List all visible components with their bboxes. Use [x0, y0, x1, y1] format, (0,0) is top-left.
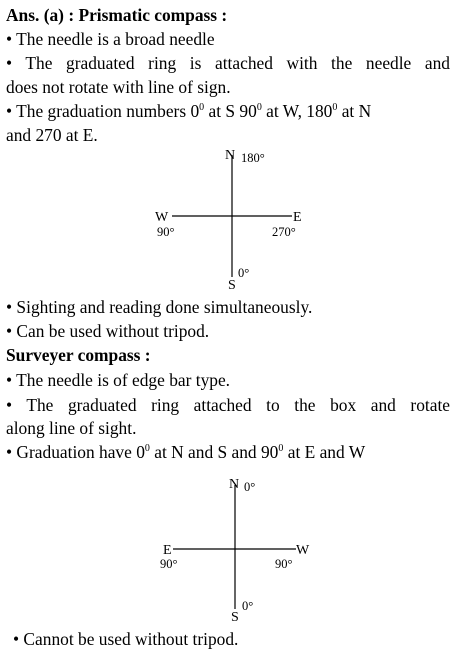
- surveyor-south-label: S: [231, 610, 239, 625]
- surveyor-north-value: 0°: [244, 480, 256, 494]
- prismatic-bullet-graduation-line2: and 270 at E.: [6, 125, 98, 145]
- prismatic-north-value: 180°: [241, 151, 265, 165]
- heading-prismatic-compass: Ans. (a) : Prismatic compass :: [6, 5, 228, 25]
- surveyor-bullet-tripod: • Cannot be used without tripod.: [13, 629, 239, 649]
- prismatic-bullet-tripod: • Can be used without tripod.: [6, 321, 210, 341]
- surveyor-south-value: 0°: [242, 599, 254, 613]
- surveyor-west-value: 90°: [275, 557, 293, 571]
- surveyor-east-label: E: [163, 543, 172, 558]
- prismatic-bullet-needle: • The needle is a broad needle: [6, 29, 215, 49]
- heading-surveyor-compass: Surveyer compass :: [6, 345, 151, 365]
- prismatic-east-label: E: [293, 210, 302, 225]
- surveyor-bullet-ring-line2: along line of sight.: [6, 418, 137, 438]
- surveyor-north-label: N: [229, 477, 240, 492]
- surveyor-bullet-needle: • The needle is of edge bar type.: [6, 370, 231, 390]
- prismatic-east-value: 270°: [272, 225, 296, 239]
- surveyor-bullet-graduation: • Graduation have $0^0$ at N and S and $90^0$ at E and W: [6, 442, 366, 462]
- surveyor-west-label: W: [296, 543, 310, 558]
- prismatic-south-label: S: [228, 278, 236, 293]
- surveyor-east-value: 90°: [160, 557, 178, 571]
- prismatic-west-value: 90°: [157, 225, 175, 239]
- prismatic-north-label: N: [225, 148, 236, 163]
- prismatic-bullet-ring-line2: does not rotate with line of sign.: [6, 77, 231, 97]
- prismatic-west-label: W: [155, 210, 169, 225]
- prismatic-bullet-graduation-line1: • The graduation numbers $0^0$ at S $90^0$ at W, $180^0$ at N: [6, 101, 372, 121]
- prismatic-bullet-sighting: • Sighting and reading done simultaneously.: [6, 297, 313, 317]
- prismatic-south-value: 0°: [238, 266, 250, 280]
- surveyor-bullet-ring-line1: • The graduated ring attached to the box and rotate: [6, 395, 450, 415]
- prismatic-bullet-ring-line1: • The graduated ring is attached with the needle and: [6, 53, 450, 73]
